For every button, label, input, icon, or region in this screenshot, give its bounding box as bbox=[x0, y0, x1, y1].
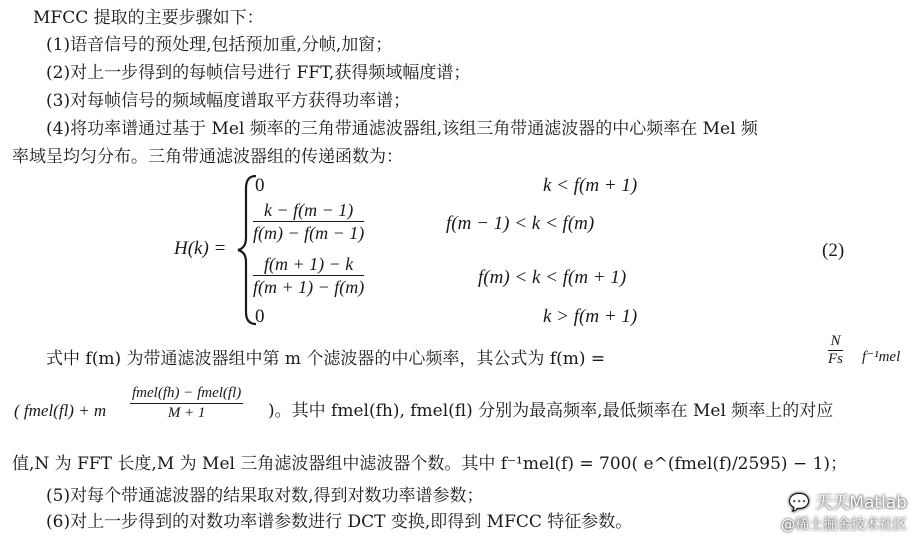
wechat-icon: 💬 bbox=[788, 493, 810, 513]
case2-condition: f(m − 1) < k < f(m) bbox=[446, 213, 595, 234]
mel-spacing-denominator: M + 1 bbox=[167, 405, 206, 421]
watermark-brand bbox=[789, 488, 907, 513]
step-6: (6)对上一步得到的对数功率谱参数进行 DCT 变换,即得到 MFCC 特征参数。 bbox=[46, 512, 633, 532]
explanation-line-2-post: )。其中 fmel(fh), fmel(fl) 分别为最高频率,最低频率在 Mel 频率上的对应 bbox=[268, 401, 834, 421]
case2-numerator: k − f(m − 1) bbox=[253, 199, 364, 222]
equation-number: (2) bbox=[822, 240, 845, 261]
mel-spacing-fraction bbox=[130, 384, 243, 423]
watermark-community: @稀土掘金技术社区 bbox=[781, 517, 907, 533]
case3-condition: f(m) < k < f(m + 1) bbox=[478, 267, 627, 288]
intro-heading: MFCC 提取的主要步骤如下： bbox=[33, 8, 264, 28]
step-5: (5)对每个带通滤波器的结果取对数,得到对数功率谱参数； bbox=[46, 486, 484, 506]
case3-numerator: f(m + 1) − k bbox=[253, 253, 364, 276]
explanation-line-2-pre: ( fmel(fl) + m bbox=[14, 401, 107, 420]
explanation-line-1: 式中 f(m) 为带通滤波器组中第 m 个滤波器的中心频率，其公式为 f(m) = bbox=[46, 349, 606, 369]
step-3: (3)对每帧信号的频域幅度谱取平方获得功率谱； bbox=[46, 91, 411, 111]
case1-condition: k < f(m + 1) bbox=[543, 175, 638, 196]
step-2: (2)对上一步得到的每帧信号进行 FFT,获得频域幅度谱； bbox=[46, 63, 471, 83]
case3-fraction bbox=[253, 253, 364, 298]
case1-value: 0 bbox=[255, 175, 265, 196]
equation-lhs: H(k) = bbox=[174, 238, 227, 259]
step-4: (4)将功率谱通过基于 Mel 频率的三角带通滤波器组,该组三角带通滤波器的中心频率在 Mel 频 bbox=[46, 119, 758, 139]
explanation-line-3: 值,N 为 FFT 长度,M 为 Mel 三角滤波器组中滤波器个数。其中 f⁻¹mel(f) = 700( e^(fmel(f)/2595) − 1)； bbox=[12, 454, 848, 474]
step-4-continuation: 率域呈均匀分布。三角带通滤波器组的传递函数为： bbox=[12, 147, 403, 167]
fmel-inverse-symbol: f⁻¹mel bbox=[862, 349, 901, 365]
n-over-fs-numerator: N bbox=[828, 333, 843, 351]
case3-denominator: f(m + 1) − f(m) bbox=[253, 277, 365, 297]
n-over-fs-denominator: Fs bbox=[828, 351, 843, 367]
case2-fraction bbox=[253, 199, 364, 244]
n-over-fs-fraction bbox=[828, 333, 843, 368]
step-1: (1)语音信号的预处理,包括预加重,分帧,加窗； bbox=[46, 35, 393, 55]
mel-spacing-numerator: fmel(fh) − fmel(fl) bbox=[130, 384, 243, 404]
watermark-brand-text: 天天Matlab bbox=[815, 493, 907, 513]
case4-condition: k > f(m + 1) bbox=[543, 306, 638, 327]
case2-denominator: f(m) − f(m − 1) bbox=[253, 223, 365, 243]
case4-value: 0 bbox=[255, 306, 265, 327]
